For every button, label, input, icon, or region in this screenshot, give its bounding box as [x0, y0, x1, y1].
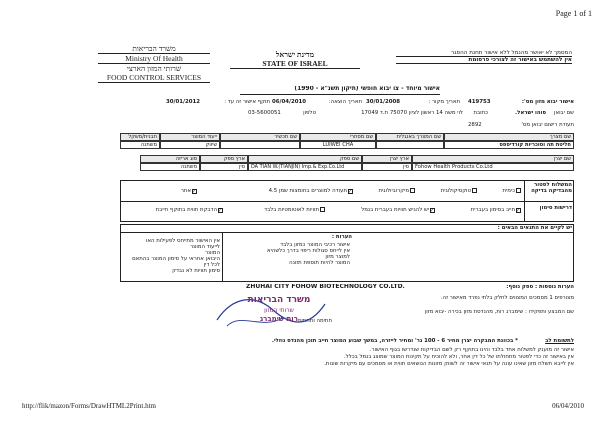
product-name: חליטת תה וסוכריות קורדיספס [444, 141, 574, 149]
attachments-note: מצורפים 1 מסמכים המצווים לחלק בלתי נפרד מאישור זה. [440, 295, 574, 301]
note-left-1: אין האישור מתייחס לפעילות האו [145, 238, 220, 244]
product-trade-name: LUIWEI CHA [300, 141, 376, 149]
product-english-name [376, 141, 444, 149]
footer-date: 06/04/2010 [552, 402, 584, 410]
note-left-4: היבואן אחראי על סימון המוצר בהתאם [132, 256, 220, 262]
manufacturer-country: סין [362, 163, 412, 171]
ministry-block [98, 44, 210, 83]
state-block [230, 50, 360, 69]
importer-name-label: שם יבואן [554, 110, 574, 116]
marking-label: דרישות סימון [539, 205, 572, 211]
official-stamp [213, 290, 331, 336]
note-left-6: סימון תוויות לא נבדק [172, 268, 220, 274]
remarks-label: הערות : [331, 234, 352, 240]
approval-number-label: אישור יבוא מזון מס': [521, 99, 574, 105]
issue-date-label: תאריך הוצאה: [328, 99, 362, 105]
extra-supplier-label: הערות נוספות : ספק נוסף: [506, 284, 574, 290]
approval-number: 419753 [468, 99, 491, 105]
supplier-name: DA TIAN W.(TIANJIN) Imp.& Exp.Co.Ltd [248, 163, 362, 171]
check-fatty-acids[interactable] [200, 188, 354, 194]
check-label-sticker-label: הדבקת תווית בתוקף חייבת [155, 207, 217, 213]
check-fatty-acids-label: תעודה למוצרים בחומצות שמן 4.5 [268, 188, 347, 194]
note-left-3: המוצר [205, 250, 220, 256]
footer-body-3: אין לייבא תשלח מזון שאינו עונה על תנאי אישור זה לשווק מזונות הנושאים תווית או מסמכים עם מיקרות שונות. [324, 361, 574, 367]
notice-block [396, 50, 572, 64]
importer-name: פוהו ישראל. [515, 110, 546, 116]
check-automatic-labels-label: תוויות לאוטומטיות בלבד [264, 207, 319, 213]
state-name-en: STATE OF ISRAEL [230, 59, 360, 69]
service-name-en: FOOD CONTROL SERVICES [98, 73, 210, 83]
check-chemical-label: כימית [502, 188, 515, 194]
manufacturer-header: שם יצרן [412, 155, 574, 163]
product-header-preparation: שם תכשיר [220, 133, 300, 141]
importer-phone: 03-5600051 [248, 110, 281, 116]
checked-checkbox-icon[interactable]: ✓ [347, 189, 352, 195]
product-purpose: שיווק [160, 141, 220, 149]
extra-supplier: ZHUHAI CITY FOHOW BIOTECHNOLOGY CO.LTD. [246, 284, 405, 290]
checkbox-icon[interactable] [516, 188, 521, 193]
supplier-header: שם ספק [248, 155, 362, 163]
notes-title: יש לקיים את התנאים הבאים : [497, 225, 572, 231]
importer-address-label: כתובת [473, 110, 488, 116]
importer-license-label: תעודת רישום יבואן מס' [521, 122, 574, 128]
source-date: 30/01/2008 [366, 99, 400, 105]
ministry-name-he: משרד הבריאות [132, 44, 176, 53]
check-toxicological[interactable] [418, 188, 478, 194]
check-hebrew-labels-port-label: יש להגיש תוויות בעברית בנמל [361, 207, 429, 213]
valid-until-label: תוקף אישור זה עד : [224, 99, 270, 105]
supplier-country-header: ארץ ספק [200, 155, 248, 163]
inspector-line: שם המבצע ותפקידו : שימברג רות, מהנדסת מזון בכירה -יבוא מזון [424, 309, 574, 315]
stamp-line-2: שרותי המזון [264, 307, 294, 314]
stamp-line-3: רות שימברג [260, 315, 298, 323]
law-title: אישור מיוחד - צו יבוא חופשי (תיקון תשנ"א - 1990) [294, 86, 440, 92]
manufacturer-name: Fohow Health Products Co.Ltd [412, 163, 574, 171]
issue-date: 06/04/2010 [272, 99, 306, 105]
checked-checkbox-icon[interactable]: ✓ [217, 208, 222, 214]
product-header-weight: תבנית/משקל [120, 133, 160, 141]
checked-checkbox-icon[interactable]: ✓ [191, 189, 196, 195]
stamp-line-1: משרד הבריאות [247, 295, 311, 305]
product-header-english-name: שם המצרך באנגלית [376, 133, 444, 141]
check-microbiological-label: מיקרוביולוגית [378, 188, 409, 194]
product-weight: משתנה [120, 141, 160, 149]
checkbox-icon[interactable] [410, 188, 415, 193]
check-hebrew-labels-port[interactable] [328, 207, 436, 213]
importer-license: 2892 [468, 122, 482, 128]
note-right-4: המוצר להיות תוספת תזונה [289, 260, 350, 266]
check-other-label: אחר [180, 188, 191, 194]
importer-phone-label: טלפון [303, 110, 316, 116]
footer-body-1: אישור זה מוענק למשלוח אחד בלבד והינו בתוקף רק לשם הבדיקות שנדרשו בגוף האישור. [369, 347, 574, 353]
attention-title: לתשומת לב [545, 338, 574, 344]
check-hebrew-marking[interactable] [438, 207, 522, 213]
checkbox-icon[interactable] [472, 188, 477, 193]
checkbox-icon[interactable] [320, 207, 325, 212]
ministry-name-en: Ministry Of Health [98, 53, 210, 64]
state-name-he: מדינת ישראל [275, 50, 315, 59]
attention-text: * בכוונת המבקרה יצרן מחיר 6 - 100 גר' ומחיר לייזרה, במשך שבוע המוצר חייב תוכן מהנדס נוזלי. [271, 338, 518, 344]
importer-address: לוי משה 14 ראשון לציון 75070 ת.ד 17049 [361, 110, 463, 116]
check-automatic-labels[interactable] [226, 207, 326, 213]
footer-url[interactable]: http://flik/mazon/Forms/DrawHTML2Print.htm [22, 402, 156, 410]
footer-body-2: אין באישור זה כדי לפטור מתחולתו של כל דין אחר, ולא להוכיח על תקינות המוצר שמוצג בנמל בכלל. [343, 354, 574, 360]
port-notice: המסמך לא יאושר מהנמל ללא אישור תחנת ההסגר [396, 50, 572, 57]
page-number: Page 1 of 1 [555, 9, 592, 18]
check-hebrew-marking-label: חייב בסימון בעברית [470, 207, 515, 213]
signature-label: חתימה ותחתית [298, 318, 332, 324]
product-header-purpose: ייעוד המוצר [160, 133, 220, 141]
service-name-he: שרותי המזון הארצי [126, 64, 182, 73]
checked-checkbox-icon[interactable]: ✓ [515, 208, 520, 214]
check-other[interactable] [150, 188, 198, 194]
note-right-2: אין לייחס סגולות ריפוי בדרך כלשהיא [267, 248, 350, 254]
advert-notice: אין להשתמש באישור זה לצורכי פרסומת [396, 57, 572, 64]
valid-until: 30/01/2012 [166, 99, 200, 105]
validation-label: המשלוח לפטור מהבדיקה בדיקה [531, 182, 572, 194]
product-header-product-name: שם מצרך [444, 133, 574, 141]
manufacturer-country-header: ארץ יצרן [362, 155, 412, 163]
check-toxicological-label: טוקסיקולוגית [440, 188, 471, 194]
product-preparation [220, 141, 300, 149]
check-microbiological[interactable] [356, 188, 416, 194]
check-label-sticker[interactable] [122, 207, 224, 213]
note-right-3: למוצר מזון [325, 254, 350, 260]
note-left-5: לכל דין [203, 262, 220, 268]
checked-checkbox-icon[interactable]: ✓ [429, 208, 434, 214]
package-type-header: סוג אריזה [140, 155, 200, 163]
note-right-1: אישור רכיבי המוצר כמזון בלבד [280, 242, 350, 248]
note-left-2: לייעוד המוצר [190, 244, 220, 250]
product-header-trade-name: שם מסחרי [300, 133, 376, 141]
source-date-label: תאריך מקור : [428, 99, 460, 105]
supplier-country: סין [200, 163, 248, 171]
package-type: משתנה [140, 163, 200, 171]
check-chemical[interactable] [480, 188, 522, 194]
